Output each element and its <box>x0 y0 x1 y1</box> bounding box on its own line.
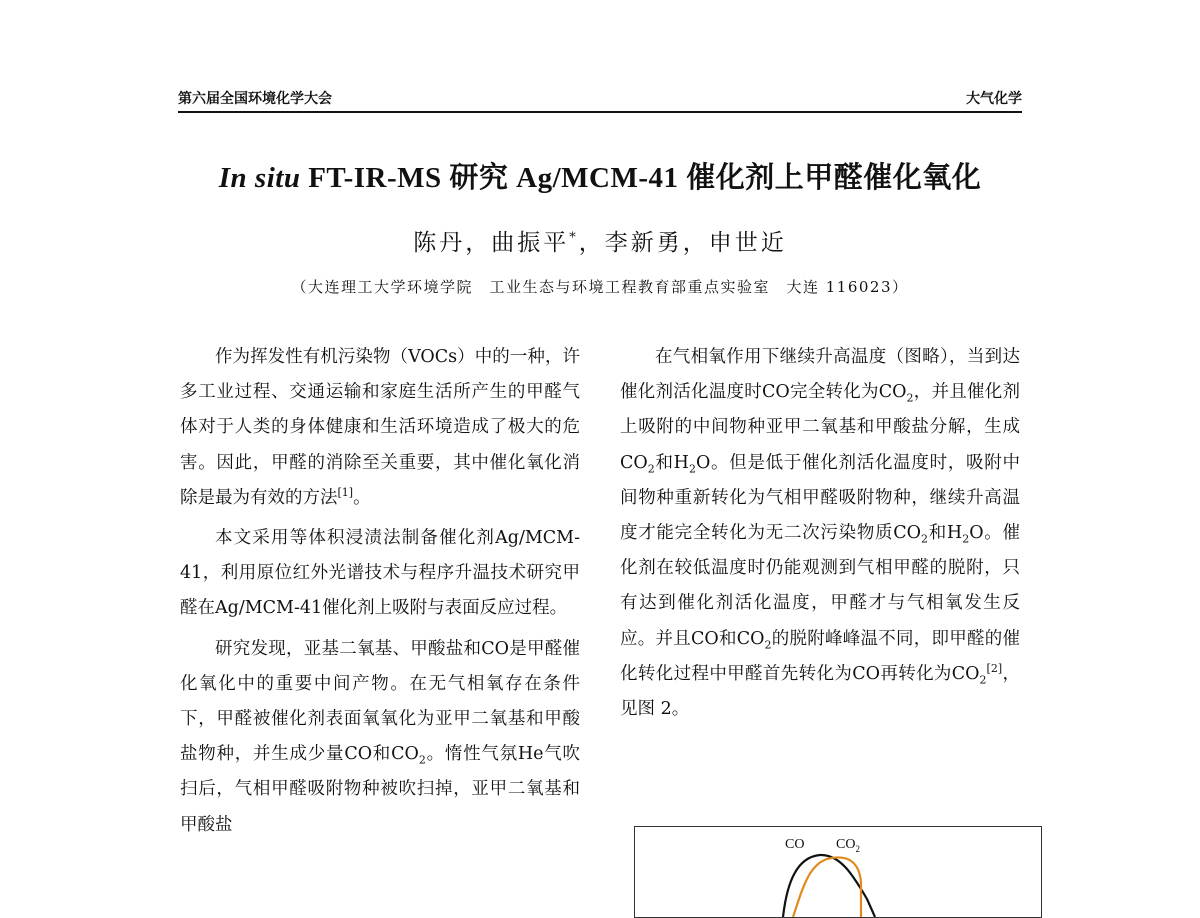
citation: [1] <box>337 485 354 499</box>
subscript: 2 <box>764 638 772 652</box>
paragraph <box>180 632 580 843</box>
subscript: 2 <box>921 532 928 546</box>
paragraph-text: ，并且催化剂上吸附的中间物种亚甲二氧基和甲酸盐分解，生成CO <box>620 382 1020 473</box>
figure-2 <box>634 826 1042 918</box>
header-section: 大气化学 <box>966 91 1022 107</box>
subscript: 2 <box>688 462 696 476</box>
co2-curve-label <box>836 837 860 854</box>
paper-title <box>0 155 1200 196</box>
paragraph-text: O。催化剂在较低温度时仍能观测到气相甲醛的脱附，只有达到催化剂活化温度，甲醛才与气相氧发生反应。并且CO和CO <box>620 523 1020 649</box>
paragraph: 本文采用等体积浸渍法制备催化剂Ag/MCM-41，利用原位红外光谱技术与程序升温技术研究甲醛在Ag/MCM-41催化剂上吸附与表面反应过程。 <box>180 528 580 619</box>
paragraph <box>620 340 1020 727</box>
header-rule <box>178 111 1022 113</box>
title-italic: In situ <box>218 162 301 194</box>
paragraph-text: O。但是低于催化剂活化温度时，吸附中间物种重新转化为气相甲醛吸附物种，继续升高温度才能完全转化为无二次污染物质CO <box>620 452 1020 544</box>
paragraph-text: 。惰性气氛He气吹扫后，气相甲醛吸附物种被吹扫掉，亚甲二氧基和甲酸盐 <box>180 744 580 835</box>
left-column <box>180 340 580 848</box>
co2-label-sub: 2 <box>855 843 860 854</box>
paragraph-text: 在气相氧作用下继续升高温度（图略），当到达催化剂活化温度时CO完全转化为CO <box>620 347 1020 403</box>
paragraph-text: 研究发现，亚基二氧基、甲酸盐和CO是甲醛催化氧化中的重要中间产物。在无气相氧存在条件下，甲醛被催化剂表面氧氧化为亚甲二氧基和甲酸盐物种，并生成少量CO和CO <box>180 638 580 765</box>
authors-rest: ，李新勇，申世近 <box>578 230 787 256</box>
paragraph-text: 的脱附峰峰温不同，即甲醛的催化转化过程中甲醛首先转化为CO再转化为CO <box>620 628 1020 684</box>
corresponding-mark: * <box>569 230 579 246</box>
right-column <box>620 340 1020 732</box>
authors <box>0 224 1200 257</box>
subscript: 2 <box>906 391 914 405</box>
paragraph-text: 作为挥发性有机污染物（VOCs）中的一种，许多工业过程、交通运输和家庭生活所产生的甲醛气体对于人类的身体健康和生活环境造成了极大的危害。因此，甲醛的消除至关重要，其中催化氧化消除是最为有效的方法 <box>180 347 580 508</box>
subscript: 2 <box>647 462 655 476</box>
affiliation: （大连理工大学环境学院 工业生态与环境工程教育部重点实验室 大连 116023） <box>291 278 909 296</box>
authors-first: 陈丹，曲振平 <box>413 230 570 256</box>
paragraph-text: 和H <box>654 452 689 473</box>
co2-curve <box>793 857 861 917</box>
header-conference: 第六届全国环境化学大会 <box>178 91 332 107</box>
citation: [2] <box>986 662 1003 675</box>
subscript: 2 <box>979 673 987 687</box>
subscript: 2 <box>962 532 970 546</box>
paragraph-end: 。 <box>353 487 371 508</box>
paragraph-text: ，见图 2。 <box>620 663 1020 720</box>
paragraph <box>180 340 580 516</box>
co2-label-main: CO <box>836 837 856 852</box>
subscript: 2 <box>418 753 426 767</box>
title-rest: FT-IR-MS 研究 Ag/MCM-41 催化剂上甲醛催化氧化 <box>300 162 982 194</box>
paragraph-text: 和H <box>928 523 963 544</box>
co-curve-label: CO <box>785 837 805 852</box>
